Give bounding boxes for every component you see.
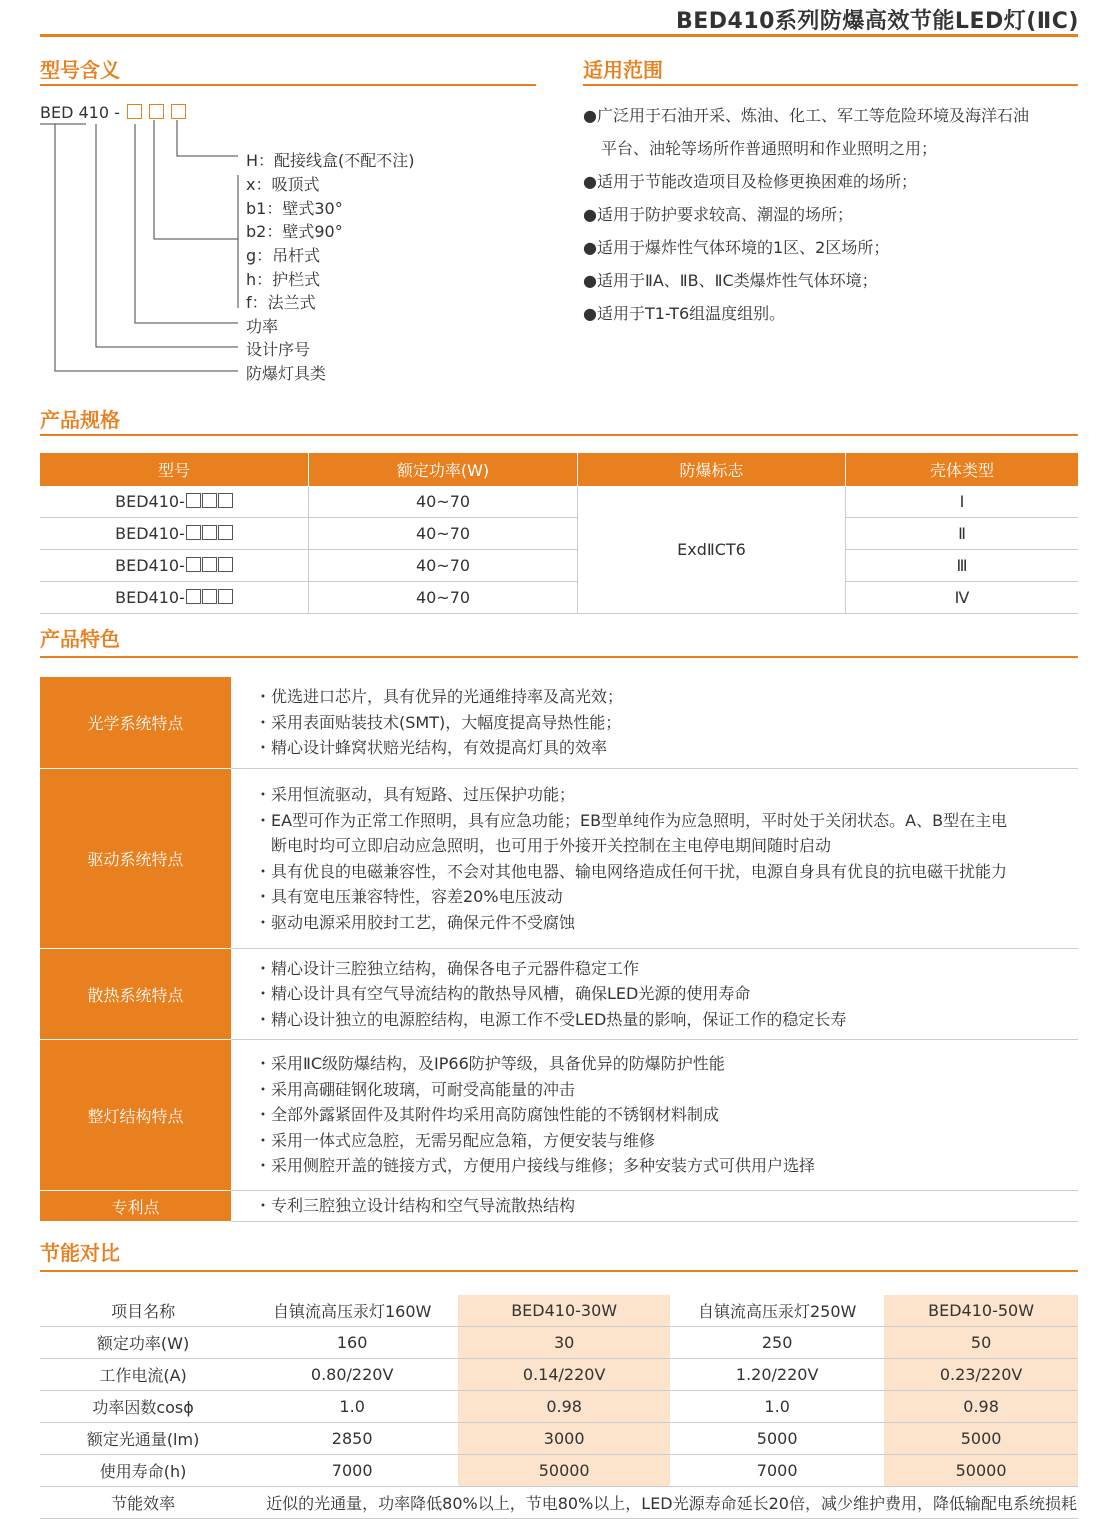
spec-model-cell: BED410-	[40, 486, 309, 518]
spec-model-cell: BED410-	[40, 582, 309, 614]
energy-cell: 7000	[246, 1455, 458, 1487]
spec-shell-cell: Ⅱ	[846, 518, 1079, 550]
section-rule-features	[40, 656, 1078, 658]
feature-row-structure	[40, 1040, 1078, 1191]
features-table	[40, 677, 1078, 1222]
feature-label: 专利点	[40, 1191, 231, 1222]
table-row	[40, 1359, 1078, 1391]
energy-cell: 0.14/220V	[458, 1359, 670, 1391]
code-slot-1	[127, 104, 142, 119]
energy-header-col: 自镇流高压汞灯160W	[246, 1295, 458, 1327]
energy-header-col: 自镇流高压汞灯250W	[670, 1295, 884, 1327]
energy-cell: 0.80/220V	[246, 1359, 458, 1391]
energy-header-col: BED410-50W	[884, 1295, 1078, 1327]
model-dash: -	[114, 103, 120, 122]
spec-model-cell: BED410-	[40, 550, 309, 582]
energy-header-row	[40, 1295, 1078, 1327]
energy-cell: 0.23/220V	[884, 1359, 1078, 1391]
energy-cell: 7000	[670, 1455, 884, 1487]
legend-item-class: 防爆灯具类	[246, 364, 327, 383]
section-title-spec: 产品规格	[40, 408, 120, 432]
legend-item-b1: b1：壁式30°	[246, 199, 343, 218]
energy-row-label: 使用寿命(h)	[40, 1455, 246, 1487]
table-row	[40, 1423, 1078, 1455]
legend-item-hr: h：护栏式	[246, 270, 321, 289]
spec-power-cell: 40~70	[309, 550, 578, 582]
energy-cell: 2850	[246, 1423, 458, 1455]
section-rule-model-meaning	[40, 84, 536, 86]
table-row	[40, 1487, 1078, 1519]
energy-efficiency-text: 近似的光通量，功率降低80%以上，节电80%以上，LED光源寿命延长20倍，减少维护费用，降低输配电系统损耗	[246, 1487, 1078, 1519]
energy-cell: 1.0	[246, 1391, 458, 1423]
energy-cell: 1.20/220V	[670, 1359, 884, 1391]
energy-cell: 50000	[884, 1455, 1078, 1487]
feature-label: 整灯结构特点	[40, 1040, 231, 1191]
model-prefix: BED	[40, 103, 74, 122]
feature-label: 光学系统特点	[40, 677, 231, 769]
spec-shell-cell: Ⅰ	[846, 486, 1079, 518]
energy-row-label: 功率因数cosϕ	[40, 1391, 246, 1423]
table-row	[40, 582, 1078, 614]
energy-cell: 1.0	[670, 1391, 884, 1423]
feature-content: ・采用恒流驱动，具有短路、过压保护功能； ・EA型可作为正常工作照明，具有应急功能；EB型单纯作为应急照明，平时处于关闭状态。A、B型在主电 断电时均可立即启动应急照明，也可用于外接开关控制在主电停电期间随时启动 ・具有优良的电磁兼容性，不会对其他电器、输电网络造成任何干扰，电源自身具有优良的抗电磁干扰能力 ・具有宽电压兼容特性，容差20%电压波动 ・驱动电源采用胶封工艺，确保元件不受腐蚀	[231, 769, 1078, 949]
feature-content: ・优选进口芯片，具有优异的光通维持率及高光效； ・采用表面贴装技术(SMT)，大幅度提高导热性能； ・精心设计蜂窝状赔光结构，有效提高灯具的效率	[231, 677, 1078, 769]
energy-cell: 50	[884, 1327, 1078, 1359]
energy-header-item: 项目名称	[40, 1295, 246, 1327]
energy-cell: 50000	[458, 1455, 670, 1487]
energy-row-label: 额定功率(W)	[40, 1327, 246, 1359]
section-rule-scope	[583, 84, 1078, 86]
spec-header-model: 型号	[40, 453, 309, 486]
scope-item: ●适用于T1-T6组温度组别。	[583, 304, 786, 323]
section-title-energy: 节能对比	[40, 1241, 120, 1265]
page-title: BED410系列防爆高效节能LED灯(ⅡC)	[675, 9, 1079, 34]
energy-table	[40, 1295, 1078, 1519]
spec-exmark-cell: ExdⅡCT6	[578, 486, 846, 614]
section-title-features: 产品特色	[40, 627, 120, 651]
energy-cell: 0.98	[458, 1391, 670, 1423]
spec-model-cell: BED410-	[40, 518, 309, 550]
spec-header-row	[40, 453, 1078, 486]
table-row	[40, 1455, 1078, 1487]
table-row	[40, 550, 1078, 582]
feature-content: ・专利三腔独立设计结构和空气导流散热结构	[231, 1191, 1078, 1222]
scope-item: ●适用于ⅡA、ⅡB、ⅡC类爆炸性气体环境；	[583, 271, 878, 290]
code-slot-2	[149, 104, 164, 119]
header-rule	[40, 34, 1078, 37]
scope-item: ●广泛用于石油开采、炼油、化工、军工等危险环境及海洋石油	[583, 106, 1029, 125]
feature-content: ・精心设计三腔独立结构，确保各电子元器件稳定工作 ・精心设计具有空气导流结构的散热导风槽，确保LED光源的使用寿命 ・精心设计独立的电源腔结构，电源工作不受LED热量的影响，保证工作的稳定长寿	[231, 949, 1078, 1040]
table-row	[40, 518, 1078, 550]
energy-row-label: 额定光通量(lm)	[40, 1423, 246, 1455]
energy-header-col: BED410-30W	[458, 1295, 670, 1327]
scope-list	[583, 99, 1083, 330]
legend-item-b2: b2：壁式90°	[246, 222, 343, 241]
spec-header-shell: 壳体类型	[846, 453, 1079, 486]
energy-cell: 250	[670, 1327, 884, 1359]
feature-row-patent	[40, 1191, 1078, 1222]
scope-item: ●适用于节能改造项目及检修更换困难的场所；	[583, 172, 917, 191]
spec-shell-cell: Ⅲ	[846, 550, 1079, 582]
energy-cell: 30	[458, 1327, 670, 1359]
code-slot-3	[171, 104, 186, 119]
spec-header-exmark: 防爆标志	[578, 453, 846, 486]
feature-content: ・采用ⅡC级防爆结构，及IP66防护等级，具备优异的防爆防护性能 ・采用高硼硅钢化玻璃，可耐受高能量的冲击 ・全部外露紧固件及其附件均采用高防腐蚀性能的不锈钢材料制成 ・采用一体式应急腔，无需另配应急箱，方便安装与维修 ・采用侧腔开盖的链接方式，方便用户接线与维修；多种安装方式可供用户选择	[231, 1040, 1078, 1191]
feature-label: 散热系统特点	[40, 949, 231, 1040]
table-row	[40, 1391, 1078, 1423]
spec-header-power: 额定功率(W)	[309, 453, 578, 486]
legend-item-f: f：法兰式	[246, 293, 316, 312]
feature-row-drive	[40, 769, 1078, 949]
table-row	[40, 486, 1078, 518]
section-rule-spec	[40, 434, 1078, 436]
legend-item-x: x：吸顶式	[246, 175, 320, 194]
spec-power-cell: 40~70	[309, 518, 578, 550]
feature-label: 驱动系统特点	[40, 769, 231, 949]
energy-row-label: 工作电流(A)	[40, 1359, 246, 1391]
feature-row-thermal	[40, 949, 1078, 1040]
spec-table	[40, 453, 1078, 614]
energy-cell: 5000	[884, 1423, 1078, 1455]
energy-cell: 0.98	[884, 1391, 1078, 1423]
section-title-model-meaning: 型号含义	[40, 58, 120, 82]
model-bracket-diagram	[40, 118, 250, 378]
spec-power-cell: 40~70	[309, 582, 578, 614]
scope-item: ●适用于防护要求较高、潮湿的场所；	[583, 205, 853, 224]
section-title-scope: 适用范围	[583, 58, 663, 82]
energy-cell: 3000	[458, 1423, 670, 1455]
legend-item-h: H：配接线盒(不配不注)	[246, 151, 415, 170]
energy-row-label: 节能效率	[40, 1487, 246, 1519]
legend-item-design-no: 设计序号	[246, 340, 311, 359]
spec-power-cell: 40~70	[309, 486, 578, 518]
energy-cell: 5000	[670, 1423, 884, 1455]
legend-item-power: 功率	[246, 317, 279, 336]
energy-cell: 160	[246, 1327, 458, 1359]
scope-item: 平台、油轮等场所作普通照明和作业照明之用；	[601, 139, 938, 158]
section-rule-energy	[40, 1270, 1078, 1272]
feature-row-optical	[40, 677, 1078, 769]
spec-shell-cell: Ⅳ	[846, 582, 1079, 614]
legend-item-g: g：吊杆式	[246, 246, 321, 265]
model-series: 410	[78, 103, 110, 122]
table-row	[40, 1327, 1078, 1359]
scope-item: ●适用于爆炸性气体环境的1区、2区场所；	[583, 238, 890, 257]
